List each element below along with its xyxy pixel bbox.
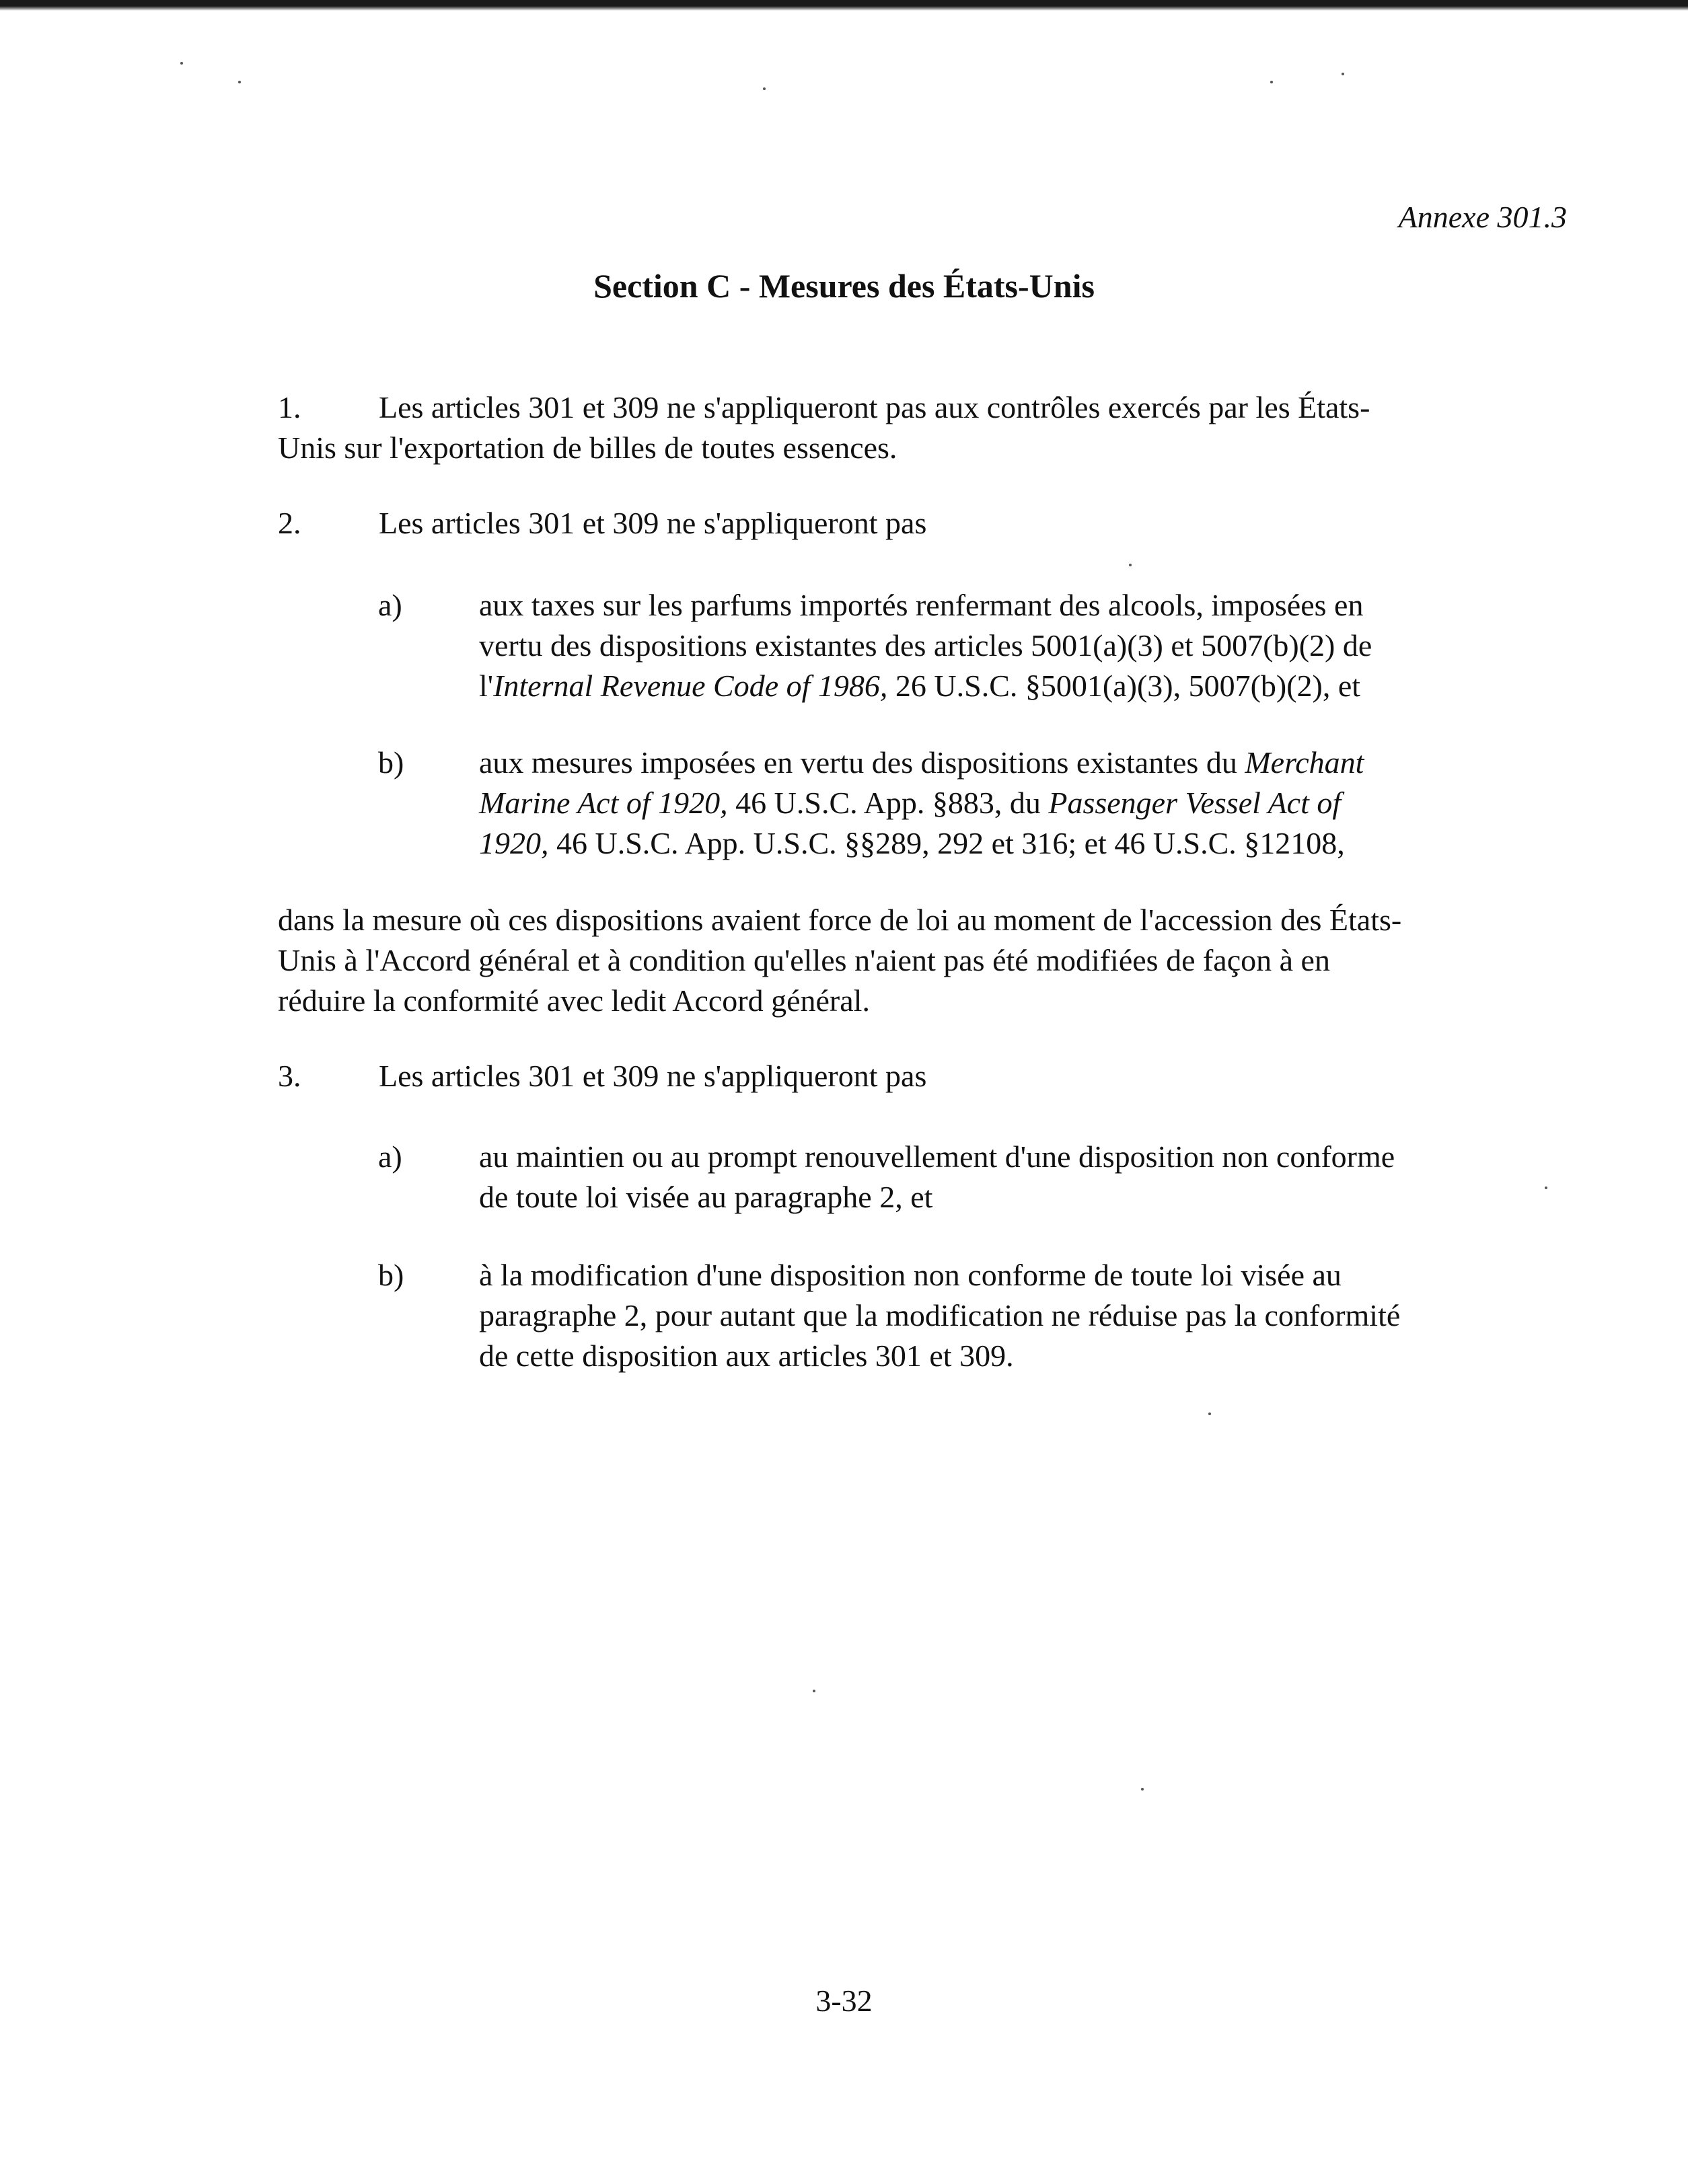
paragraph-3-intro xyxy=(278,1056,1556,1096)
item-text-line: de toute loi visée au paragraphe 2, et xyxy=(479,1180,933,1214)
scan-speck xyxy=(238,81,241,83)
paragraph-number: 1. xyxy=(278,390,301,424)
scan-edge xyxy=(0,0,1688,11)
paragraph-intro: Les articles 301 et 309 ne s'appliqueront pas xyxy=(379,1059,927,1093)
annex-label: Annexe 301.3 xyxy=(1398,200,1567,234)
paragraph-intro: Les articles 301 et 309 ne s'appliqueront pas xyxy=(379,506,927,540)
paragraph-3-item-b xyxy=(479,1255,1542,1376)
item-text-line: de cette disposition aux articles 301 et 309. xyxy=(479,1339,1014,1373)
italic-citation: Passenger Vessel Act of xyxy=(1048,786,1342,820)
scan-speck xyxy=(1129,564,1132,566)
paragraph-number: 3. xyxy=(278,1059,301,1093)
scan-speck xyxy=(180,62,183,65)
paragraph-3-item-a xyxy=(479,1137,1542,1217)
closing-text-line: Unis à l'Accord général et à condition qu'elles n'aient pas été modifiées de façon à en xyxy=(278,943,1330,977)
item-text-line: au maintien ou au prompt renouvellement d'une disposition non conforme xyxy=(479,1139,1395,1174)
item-text: 46 U.S.C. App. §883, du xyxy=(727,786,1049,820)
subitem-label: b) xyxy=(378,745,404,780)
item-text-line: à la modification d'une disposition non conforme de toute loi visée au xyxy=(479,1258,1342,1292)
scan-speck xyxy=(1141,1788,1144,1791)
item-text: 26 U.S.C. §5001(a)(3), 5007(b)(2), et xyxy=(887,669,1361,703)
subitem-label: a) xyxy=(378,1139,402,1174)
paragraph-1 xyxy=(278,387,1556,468)
paragraph-2-item-a xyxy=(479,585,1542,706)
paragraph-text-line: Unis sur l'exportation de billes de toutes essences. xyxy=(278,430,897,465)
item-text-line: paragraphe 2, pour autant que la modification ne réduise pas la conformité xyxy=(479,1298,1401,1332)
paragraph-number: 2. xyxy=(278,506,301,540)
closing-text-line: réduire la conformité avec ledit Accord général. xyxy=(278,983,870,1018)
scan-speck xyxy=(1545,1187,1547,1189)
paragraph-text-line: Les articles 301 et 309 ne s'appliqueront pas aux contrôles exercés par les États- xyxy=(379,390,1370,424)
subitem-label: b) xyxy=(378,1258,404,1292)
scan-speck xyxy=(763,87,766,90)
italic-citation: Internal Revenue Code of 1986, xyxy=(493,669,888,703)
page-number: 3-32 xyxy=(815,1984,873,2018)
paragraph-2-item-b xyxy=(479,743,1542,864)
item-text-line: aux taxes sur les parfums importés renfermant des alcools, imposées en xyxy=(479,588,1364,622)
scan-speck xyxy=(1270,81,1273,83)
item-text: l' xyxy=(479,669,494,703)
item-text: 46 U.S.C. App. U.S.C. §§289, 292 et 316; et 46 U.S.C. §12108, xyxy=(548,826,1345,860)
italic-citation: 1920, xyxy=(479,826,549,860)
paragraph-2-intro xyxy=(278,503,1556,543)
paragraph-2-closing xyxy=(278,900,1556,1021)
closing-text-line: dans la mesure où ces dispositions avaient force de loi au moment de l'accession des États- xyxy=(278,903,1402,937)
scan-speck xyxy=(1342,73,1344,75)
section-title: Section C - Mesures des États-Unis xyxy=(593,267,1095,305)
item-text-line: vertu des dispositions existantes des articles 5001(a)(3) et 5007(b)(2) de xyxy=(479,628,1372,663)
italic-citation: Marine Act of 1920, xyxy=(479,786,728,820)
subitem-label: a) xyxy=(378,588,402,622)
scan-speck xyxy=(1208,1413,1211,1415)
italic-citation: Merchant xyxy=(1245,745,1364,780)
scan-speck xyxy=(813,1690,815,1692)
item-text: aux mesures imposées en vertu des dispositions existantes du xyxy=(479,745,1245,780)
